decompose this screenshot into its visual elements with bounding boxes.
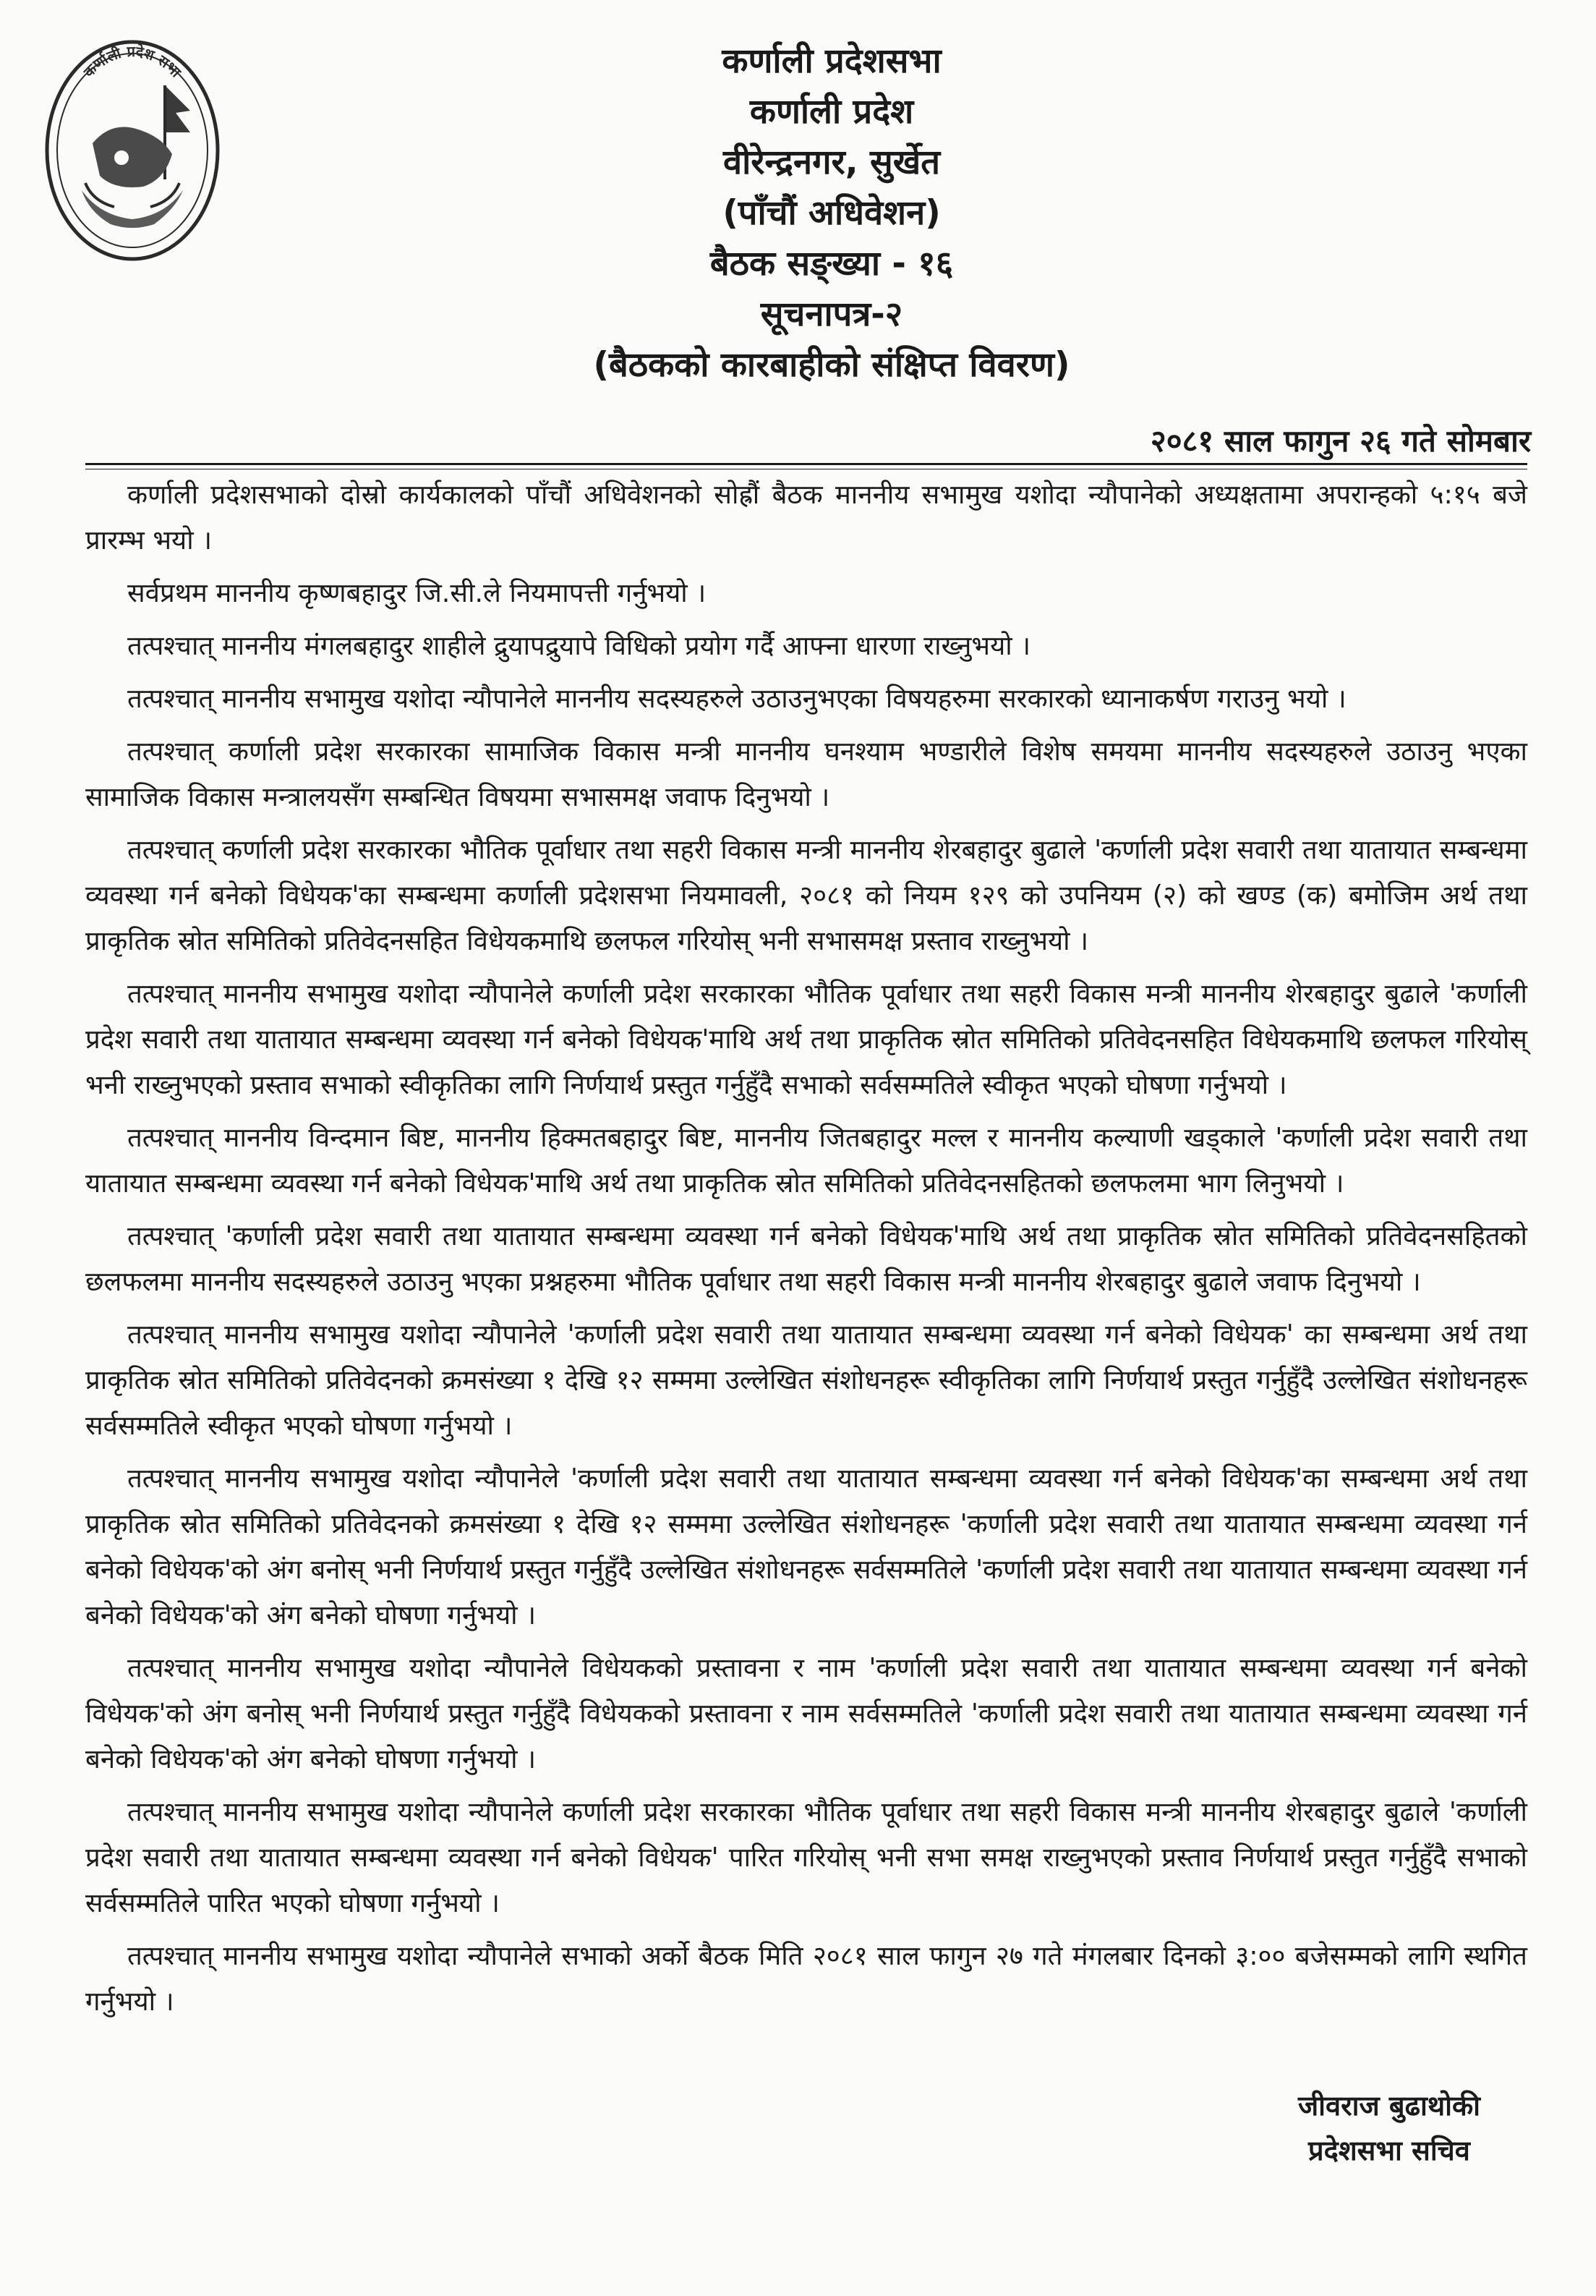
- paragraph: कर्णाली प्रदेशसभाको दोस्रो कार्यकालको पाँचौं अधिवेशनको सोह्रौं बैठक माननीय सभामुख यशोदा न्यौपानेको अध्यक्षतामा अपरान्हको ५:१५ बजे प्रारम्भ भयो ।: [85, 479, 1527, 556]
- document-body: [85, 472, 1527, 2031]
- svg-text:कर्णाली प्रदेश सभा: [80, 43, 185, 81]
- signature-block: [1298, 2083, 1480, 2173]
- header-divider: [85, 463, 1527, 465]
- paragraph: तत्पश्चात् माननीय सभामुख यशोदा न्यौपानेले विधेयकको प्रस्तावना र नाम 'कर्णाली प्रदेश सवारी तथा यातायात सम्बन्धमा व्यवस्था गर्न बनेको विधेयक'को अंग बनोस् भनी निर्णयार्थ प्रस्तुत गर्नुहुँदै विधेयकको प्रस्तावना र नाम सर्वसम्मतिले 'कर्णाली प्रदेश सवारी तथा यातायात सम्बन्धमा व्यवस्था गर्न बनेको विधेयक'को अंग बनेको घोषणा गर्नुभयो ।: [85, 1652, 1527, 1774]
- paragraph: तत्पश्चात् माननीय सभामुख यशोदा न्यौपानेले 'कर्णाली प्रदेश सवारी तथा यातायात सम्बन्धमा व्यवस्था गर्न बनेको विधेयक' का सम्बन्धमा अर्थ तथा प्राकृतिक स्रोत समितिको प्रतिवेदनको क्रमसंख्या १ देखि १२ सम्ममा उल्लेखित संशोधनहरू स्वीकृतिका लागि निर्णयार्थ प्रस्तुत गर्नुहुँदै उल्लेखित संशोधनहरू सर्वसम्मतिले स्वीकृत भएको घोषणा गर्नुभयो ।: [85, 1319, 1527, 1441]
- assembly-emblem-icon: [42, 35, 223, 266]
- paragraph: तत्पश्चात् माननीय सभामुख यशोदा न्यौपानेले सभाको अर्को बैठक मिति २०८१ साल फागुन २७ गते मंगलबार दिनको ३:०० बजेसम्मको लागि स्थगित गर्नुभयो ।: [85, 1940, 1527, 2017]
- document-header: [434, 36, 1229, 391]
- paragraph: तत्पश्चात् कर्णाली प्रदेश सरकारका भौतिक पूर्वाधार तथा सहरी विकास मन्त्री माननीय शेरबहादुर बुढाले 'कर्णाली प्रदेश सवारी तथा यातायात सम्बन्धमा व्यवस्था गर्न बनेको विधेयक'का सम्बन्धमा कर्णाली प्रदेशसभा नियमावली, २०८१ को नियम १२९ को उपनियम (२) को खण्ड (क) बमोजिम अर्थ तथा प्राकृतिक स्रोत समितिको प्रतिवेदनसहित विधेयकमाथि छलफल गरियोस् भनी सभासमक्ष प्रस्ताव राख्नुभयो ।: [85, 834, 1527, 956]
- paragraph: तत्पश्चात् माननीय विन्दमान बिष्ट, माननीय हिक्मतबहादुर बिष्ट, माननीय जितबहादुर मल्ल र माननीय कल्याणी खड्काले 'कर्णाली प्रदेश सवारी तथा यातायात सम्बन्धमा व्यवस्था गर्न बनेको विधेयक'माथि अर्थ तथा प्राकृतिक स्रोत समितिको प्रतिवेदनसहितको छलफलमा भाग लिनुभयो ।: [85, 1122, 1527, 1199]
- paragraph: तत्पश्चात् माननीय सभामुख यशोदा न्यौपानेले कर्णाली प्रदेश सरकारका भौतिक पूर्वाधार तथा सहरी विकास मन्त्री माननीय शेरबहादुर बुढाले 'कर्णाली प्रदेश सवारी तथा यातायात सम्बन्धमा व्यवस्था गर्न बनेको विधेयक' पारित गरियोस् भनी सभा समक्ष राख्नुभएको प्रस्ताव निर्णयार्थ प्रस्तुत गर्नुहुँदै सभाको सर्वसम्मतिले पारित भएको घोषणा गर्नुभयो ।: [85, 1796, 1527, 1918]
- header-assembly-name: कर्णाली प्रदेशसभा: [722, 41, 942, 81]
- paragraph: तत्पश्चात् माननीय सभामुख यशोदा न्यौपानेले 'कर्णाली प्रदेश सवारी तथा यातायात सम्बन्धमा व्यवस्था गर्न बनेको विधेयक'का सम्बन्धमा अर्थ तथा प्राकृतिक स्रोत समितिको प्रतिवेदनको क्रमसंख्या १ देखि १२ सम्ममा उल्लेखित संशोधनहरू 'कर्णाली प्रदेश सवारी तथा यातायात सम्बन्धमा व्यवस्था गर्न बनेको विधेयक'को अंग बनोस् भनी निर्णयार्थ प्रस्तुत गर्नुहुँदै उल्लेखित संशोधनहरू सर्वसम्मतिले 'कर्णाली प्रदेश सवारी तथा यातायात सम्बन्धमा व्यवस्था गर्न बनेको विधेयक'को अंग बनेको घोषणा गर्नुभयो ।: [85, 1463, 1527, 1630]
- paragraph: तत्पश्चात् कर्णाली प्रदेश सरकारका सामाजिक विकास मन्त्री माननीय घनश्याम भण्डारीले विशेष समयमा माननीय सदस्यहरुले उठाउनु भएका सामाजिक विकास मन्त्रालयसँग सम्बन्धित विषयमा सभासमक्ष जवाफ दिनुभयो ।: [85, 736, 1527, 812]
- paragraph: तत्पश्चात् माननीय सभामुख यशोदा न्यौपानेले माननीय सदस्यहरुले उठाउनुभएका विषयहरुमा सरकारको ध्यानाकर्षण गराउनु भयो ।: [127, 683, 1347, 714]
- signatory-title: प्रदेशसभा सचिव: [1308, 2135, 1470, 2167]
- header-location: वीरेन्द्रनगर, सुर्खेत: [722, 143, 940, 182]
- header-session: (पाँचौं अधिवेशन): [722, 193, 941, 233]
- header-subtitle: (बैठकको कारबाहीको संक्षिप्त विवरण): [593, 345, 1070, 385]
- emblem-text: कर्णाली प्रदेश सभा: [80, 42, 185, 81]
- document-date: २०८१ साल फागुन २६ गते सोमबार: [1150, 423, 1531, 459]
- header-province: कर्णाली प्रदेश: [749, 92, 914, 132]
- signatory-name: जीवराज बुढाथोकी: [1297, 2090, 1480, 2122]
- paragraph: तत्पश्चात् माननीय मंगलबहादुर शाहीले द्रुयापद्रुयापे विधिको प्रयोग गर्दै आफ्ना धारणा राख्नुभयो ।: [127, 630, 1031, 661]
- header-meeting-number: बैठक सङ्ख्या - १६: [709, 244, 954, 284]
- paragraph: तत्पश्चात् 'कर्णाली प्रदेश सवारी तथा यातायात सम्बन्धमा व्यवस्था गर्न बनेको विधेयक'माथि अर्थ तथा प्राकृतिक स्रोत समितिको प्रतिवेदनसहितको छलफलमा माननीय सदस्यहरुले उठाउनु भएका प्रश्नहरुमा भौतिक पूर्वाधार तथा सहरी विकास मन्त्री माननीय शेरबहादुर बुढाले जवाफ दिनुभयो ।: [85, 1220, 1527, 1297]
- paragraph: सर्वप्रथम माननीय कृष्णबहादुर जि.सी.ले नियमापत्ती गर्नुभयो ।: [127, 577, 707, 608]
- header-notice-number: सूचनापत्र-२: [760, 294, 903, 334]
- paragraph: तत्पश्चात् माननीय सभामुख यशोदा न्यौपानेले कर्णाली प्रदेश सरकारका भौतिक पूर्वाधार तथा सहरी विकास मन्त्री माननीय शेरबहादुर बुढाले 'कर्णाली प्रदेश सवारी तथा यातायात सम्बन्धमा व्यवस्था गर्न बनेको विधेयक'माथि अर्थ तथा प्राकृतिक स्रोत समितिको प्रतिवेदनसहित विधेयकमाथि छलफल गरियोस् भनी राख्नुभएको प्रस्ताव सभाको स्वीकृतिका लागि निर्णयार्थ प्रस्तुत गर्नुहुँदै सभाको सर्वसम्मतिले स्वीकृत भएको घोषणा गर्नुभयो ।: [85, 978, 1527, 1100]
